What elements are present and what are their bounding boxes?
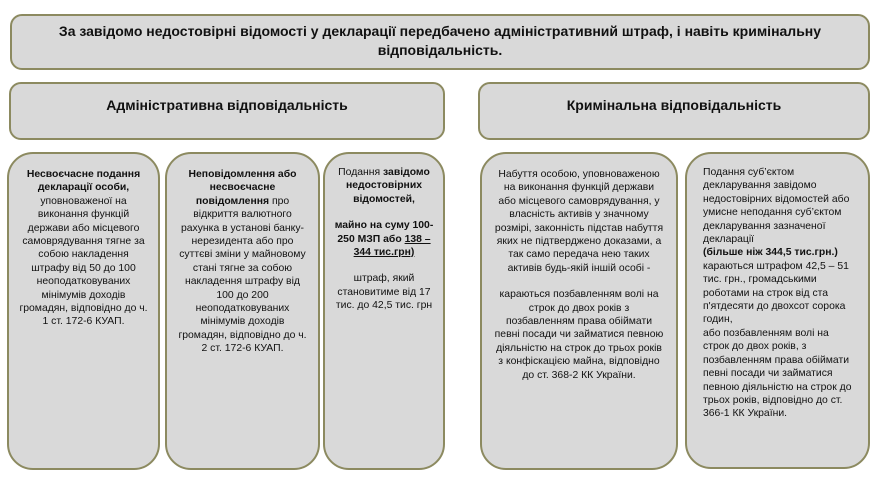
card-text: караються штрафом 42,5 – 51 тис. грн., громадськими роботами на строк від ста п'ятдесяти до двохсот сорока годин, — [703, 260, 849, 326]
card-text: Подання — [338, 167, 381, 178]
main-title-box — [10, 14, 870, 70]
admin-card-foreign-account — [165, 152, 320, 470]
card-bold-text: майно на суму 100-250 МЗП або — [334, 220, 434, 245]
card-bold-text: завідомо недостовірних відомостей, — [345, 167, 430, 205]
criminal-header-label: Кримінальна відповідальність — [566, 97, 782, 113]
card-bold-text: Несвоєчасне подання декларації особи, — [26, 169, 141, 194]
card-text: Подання суб’єктом декларування завідомо недостовірних відомостей або умисне неподання суб’єктом декларування зазначеної декларації — [703, 167, 850, 246]
card-underlined-amount: 138 – 344 тис.грн) — [353, 233, 431, 259]
card-text: штраф, який становитиме від 17 тис. до 42,5 тис. грн — [335, 273, 433, 312]
card-text: Набуття особою, уповноваженою на виконання функцій держави або місцевого самоврядування, у власність активів у значному розмірі, законність підстав набуття яких не підтверджено доказами, а так само передача нею таких активів будь-якій іншій особі - — [494, 169, 664, 274]
main-title: За завідомо недостовірні відомості у декларації передбачено адміністративний штраф, і навіть кримінальну відповідальність. — [58, 23, 822, 58]
card-text: уповноваженої на виконання функцій держави або місцевого самоврядування тягне за собою накладення штрафу від 50 до 100 неоподатковуваних мінімумів доходів громадян, відповідно до ч. 1 ст. 172-6 КУАП. — [19, 195, 148, 328]
criminal-card-illicit-enrichment — [480, 152, 678, 470]
card-text: або позбавленням волі на строк до двох років, з позбавленням права обіймати певні посади чи займатися певною діяльністю на строк до трьох років, відповідно до ст. 366-1 КК України. — [703, 327, 852, 420]
admin-card-false-info — [323, 152, 445, 470]
card-bold-text: (більше ніж 344,5 тис.грн.) — [703, 247, 838, 259]
admin-card-late-declaration — [7, 152, 160, 470]
card-text: караються позбавленням волі на строк до двох років з позбавленням права обіймати певні посади чи займатися певною діяльністю на строк до трьох років з конфіскацією майна, відповідно до ст. 368-2 КК України. — [494, 289, 664, 381]
criminal-card-false-declaration — [685, 152, 870, 469]
card-bold-text: Неповідомлення або несвоєчасне повідомлення — [188, 169, 297, 207]
admin-header — [9, 82, 445, 140]
admin-header-label: Адміністративна відповідальність — [106, 97, 348, 113]
criminal-header — [478, 82, 870, 140]
card-text: про відкриття валютного рахунка в установі банку-нерезидента або про суттєві зміни у майновому стані тягне за собою накладення штрафу від 100 до 200 неоподатковуваних мінімумів доходів громадян, відповідно до ч. 2 ст. 172-6 КУАП. — [178, 195, 307, 355]
